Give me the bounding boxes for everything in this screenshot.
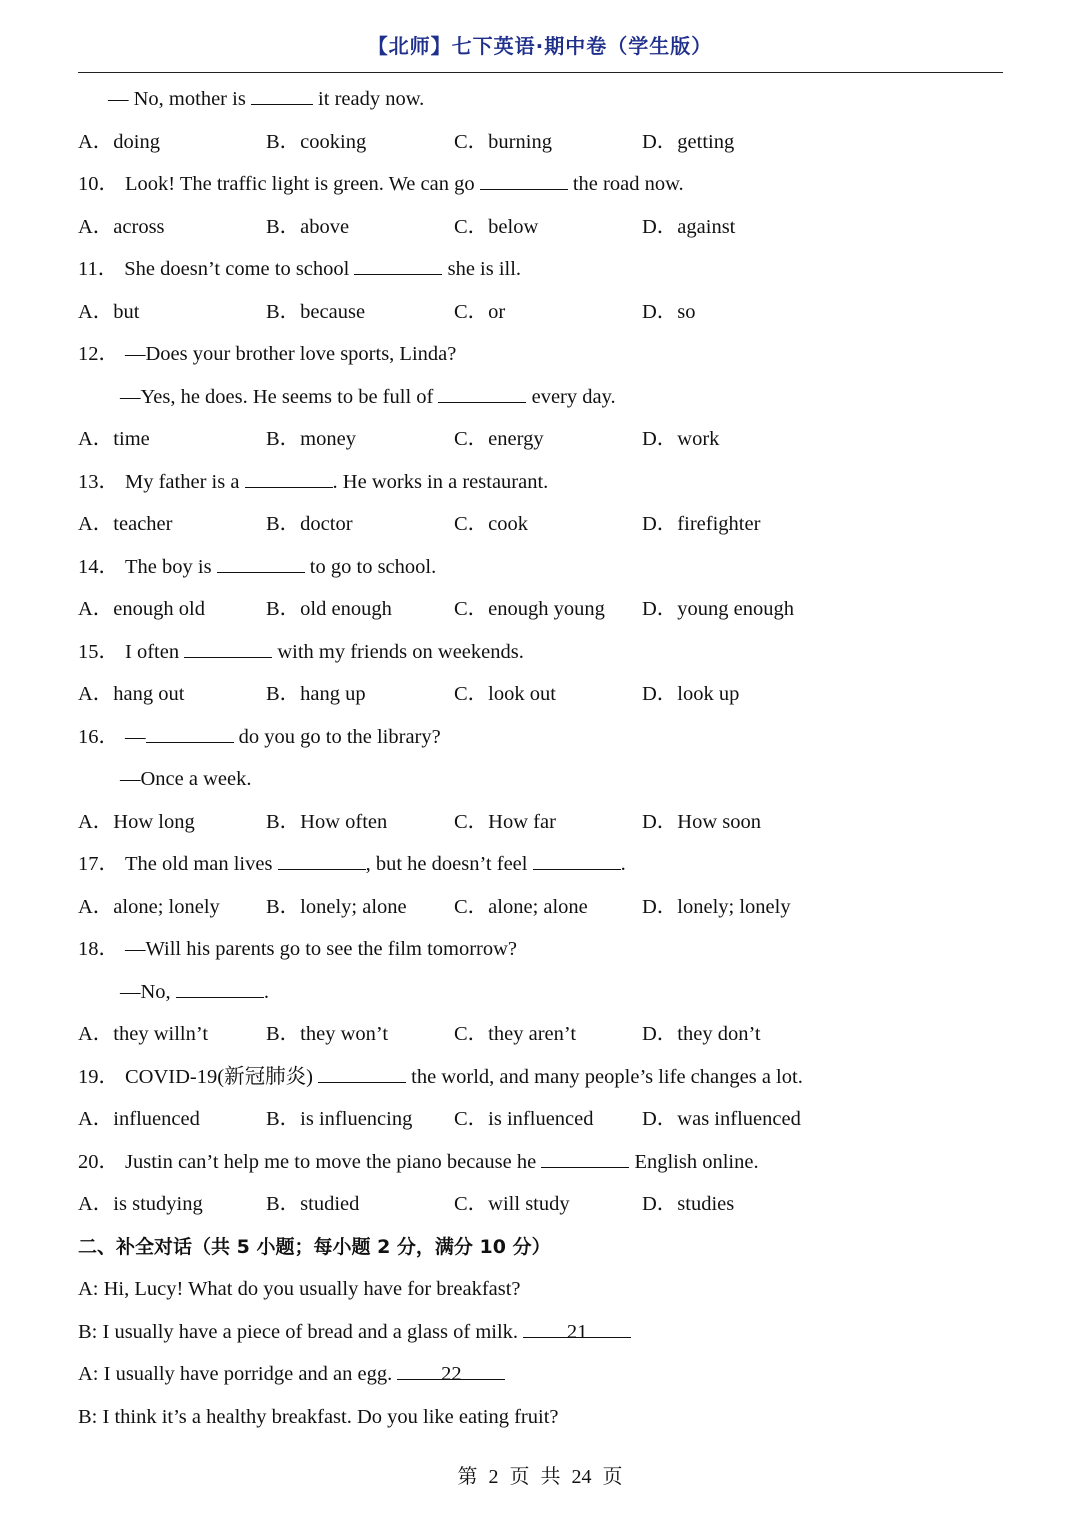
option-b: B．they won’t (266, 1023, 389, 1045)
answer-blank (176, 977, 264, 998)
option-c: C．enough young (454, 598, 605, 620)
question-12 (78, 339, 1018, 382)
q18-options (78, 1019, 1018, 1062)
question-number: 19． (78, 1065, 119, 1088)
q16-options (78, 807, 1018, 850)
question-text: —No, (120, 980, 171, 1003)
dialogue-text: A: I usually have porridge and an egg. (78, 1363, 393, 1385)
option-d: D．lonely; lonely (642, 895, 791, 918)
option-b: B．doctor (266, 513, 353, 535)
question-18-line-2 (78, 977, 1018, 1020)
section-2-title: 二、补全对话（共 5 小题；每小题 2 分，满分 10 分） (78, 1235, 551, 1258)
question-20 (78, 1147, 1018, 1190)
answer-blank (541, 1147, 629, 1168)
option-c: C．is influenced (454, 1108, 594, 1130)
question-10 (78, 169, 1018, 212)
option-c: C．How far (454, 810, 556, 833)
q11-options (78, 297, 1018, 340)
question-17 (78, 849, 1018, 892)
question-text-middle: , but he doesn’t feel (365, 853, 528, 875)
question-text: —Once a week. (120, 768, 252, 790)
option-b: B．because (266, 300, 366, 323)
exam-content (78, 84, 1018, 1444)
option-a: A．is studying (78, 1193, 203, 1215)
q13-options (78, 509, 1018, 552)
option-a: A．How long (78, 810, 195, 833)
question-text-suffix: . He works in a restaurant. (332, 470, 549, 493)
option-b: B．is influencing (266, 1108, 413, 1130)
question-text: She doesn’t come to school (124, 258, 350, 280)
question-14 (78, 552, 1018, 595)
question-text: My father is a (125, 470, 240, 493)
answer-blank (146, 722, 234, 743)
option-d: D．work (642, 428, 720, 450)
q12-options (78, 424, 1018, 467)
q9-suffix: it ready now. (318, 88, 425, 110)
option-d: D．studies (642, 1193, 735, 1215)
question-number: 13． (78, 470, 119, 493)
question-text-suffix: with my friends on weekends. (277, 640, 524, 663)
question-9-answer-line (78, 84, 1018, 127)
option-a: A．they willn’t (78, 1023, 209, 1045)
answer-blank (354, 254, 442, 275)
question-text: The old man lives (125, 853, 273, 875)
q20-options (78, 1189, 1018, 1232)
answer-blank (533, 849, 621, 870)
answer-blank (480, 169, 568, 190)
question-18 (78, 934, 1018, 977)
option-c: C．they aren’t (454, 1023, 577, 1045)
option-a: A．but (78, 300, 140, 323)
option-a: A．alone; lonely (78, 895, 220, 918)
option-b: B．old enough (266, 598, 392, 620)
option-a: A．doing (78, 130, 160, 153)
q9-prefix: — No, mother is (108, 88, 246, 110)
dialogue-line (78, 1317, 1018, 1360)
question-text: Look! The traffic light is green. We can go (125, 173, 475, 195)
q17-options (78, 892, 1018, 935)
question-19 (78, 1062, 1018, 1105)
answer-blank (318, 1062, 406, 1083)
option-b: B．lonely; alone (266, 895, 407, 918)
question-number: 15． (78, 640, 119, 663)
answer-blank (438, 382, 526, 403)
option-d: D．young enough (642, 598, 795, 620)
question-13 (78, 467, 1018, 510)
option-b: B．above (266, 215, 350, 238)
option-d: D．they don’t (642, 1023, 761, 1045)
q9-options (78, 127, 1018, 170)
question-number: 11． (78, 258, 119, 280)
dialogue-text: B: I usually have a piece of bread and a glass of milk. (78, 1320, 519, 1343)
q19-options (78, 1104, 1018, 1147)
header-divider (78, 72, 1003, 73)
option-a: A．hang out (78, 683, 185, 705)
question-text-suffix: every day. (531, 385, 616, 408)
q10-options (78, 212, 1018, 255)
option-a: A．enough old (78, 598, 205, 620)
option-c: C．alone; alone (454, 895, 588, 918)
option-a: A．time (78, 428, 150, 450)
answer-blank (251, 84, 313, 105)
dialogue-text: A: Hi, Lucy! What do you usually have for breakfast? (78, 1278, 521, 1300)
dialogue-blank-22: 22 (397, 1359, 505, 1380)
question-number: 17． (78, 853, 119, 875)
question-text-suffix: English online. (634, 1150, 759, 1173)
answer-blank (245, 467, 333, 488)
dialogue-blank-21: 21 (523, 1317, 631, 1338)
option-c: C．or (454, 300, 506, 323)
q14-options (78, 594, 1018, 637)
option-a: A．teacher (78, 513, 173, 535)
dialogue-line (78, 1402, 1018, 1445)
answer-blank (278, 849, 366, 870)
question-text: —Does your brother love sports, Linda? (125, 343, 457, 365)
option-c: C．energy (454, 428, 544, 450)
question-text: COVID-19(新冠肺炎) (125, 1065, 313, 1088)
question-text: — (125, 725, 146, 748)
question-text: Justin can’t help me to move the piano because he (125, 1150, 537, 1173)
question-12-line-2 (78, 382, 1018, 425)
dialogue-text: B: I think it’s a healthy breakfast. Do you like eating fruit? (78, 1405, 559, 1428)
q15-options (78, 679, 1018, 722)
option-c: C．below (454, 215, 539, 238)
question-11 (78, 254, 1018, 297)
question-text: The boy is (125, 555, 212, 578)
question-text-suffix: . (263, 980, 269, 1003)
option-d: D．How soon (642, 810, 762, 833)
question-number: 20． (78, 1150, 119, 1173)
option-d: D．firefighter (642, 513, 761, 535)
option-b: B．hang up (266, 683, 366, 705)
option-d: D．getting (642, 130, 735, 153)
dialogue-line (78, 1359, 1018, 1402)
option-c: C．will study (454, 1193, 570, 1215)
option-d: D．look up (642, 683, 740, 705)
question-16-line-2 (78, 764, 1018, 807)
option-b: B．cooking (266, 130, 367, 153)
question-15 (78, 637, 1018, 680)
option-d: D．against (642, 215, 736, 238)
option-c: C．cook (454, 513, 529, 535)
option-c: C．burning (454, 130, 552, 153)
option-a: A．influenced (78, 1108, 200, 1130)
option-a: A．across (78, 215, 165, 238)
page-header-title: 【北师】七下英语·期中卷（学生版） (367, 34, 713, 58)
option-c: C．look out (454, 683, 556, 705)
question-text-suffix: to go to school. (309, 555, 437, 578)
question-text: I often (125, 640, 180, 663)
question-number: 10． (78, 173, 119, 195)
question-text: —Yes, he does. He seems to be full of (120, 385, 434, 408)
option-d: D．was influenced (642, 1108, 801, 1130)
option-b: B．money (266, 428, 356, 450)
dialogue-line (78, 1274, 1018, 1317)
answer-blank (217, 552, 305, 573)
question-text: —Will his parents go to see the film tomorrow? (125, 938, 518, 960)
question-text-suffix: she is ill. (447, 258, 522, 280)
question-text-suffix: . (620, 853, 626, 875)
question-text-suffix: do you go to the library? (238, 725, 441, 748)
question-number: 16． (78, 725, 119, 748)
option-b: B．How often (266, 810, 388, 833)
option-d: D．so (642, 300, 696, 323)
question-text-suffix: the world, and many people’s life changes a lot. (411, 1065, 803, 1088)
option-b: B．studied (266, 1193, 360, 1215)
question-text-suffix: the road now. (572, 173, 684, 195)
question-16 (78, 722, 1018, 765)
question-number: 12． (78, 343, 119, 365)
question-number: 18． (78, 938, 119, 960)
answer-blank (184, 637, 272, 658)
question-number: 14． (78, 555, 119, 578)
page-number-footer: 第 2 页 共 24 页 (457, 1466, 623, 1488)
